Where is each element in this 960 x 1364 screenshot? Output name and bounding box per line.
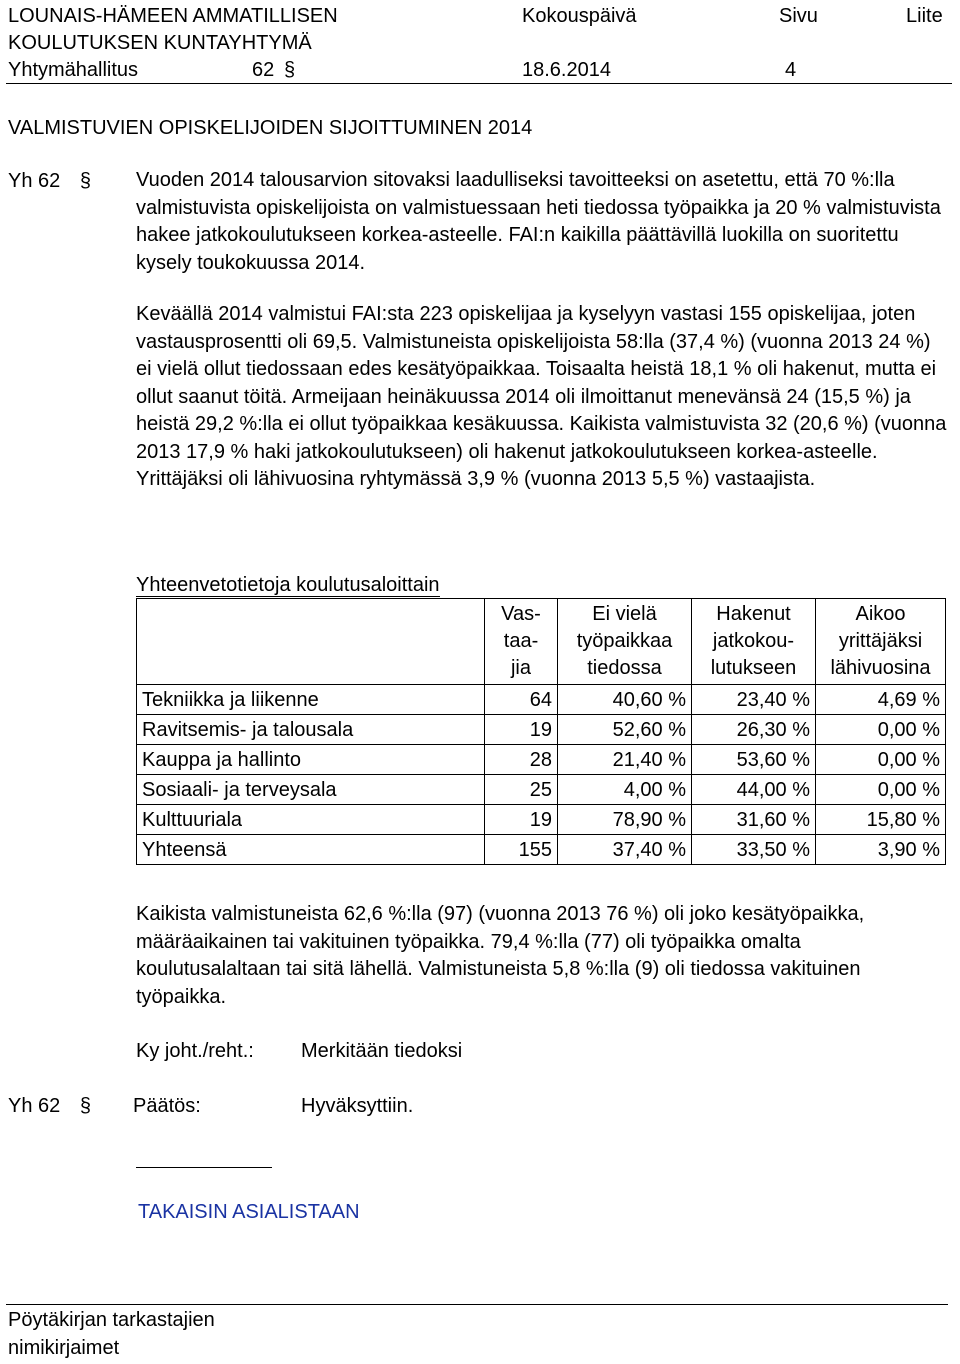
cell-respondents: 155 xyxy=(485,835,558,865)
summary-heading xyxy=(136,573,440,597)
cell-further-study: 23,40 % xyxy=(692,685,816,715)
item-section-sign: § xyxy=(79,170,91,192)
cell-entrepreneur: 0,00 % xyxy=(816,775,946,805)
footer-line2: nimikirjaimet xyxy=(8,1337,120,1359)
cell-field: Kulttuuriala xyxy=(137,805,485,835)
back-to-agenda-link[interactable]: TAKAISIN ASIALISTAAN xyxy=(138,1201,360,1223)
cell-respondents: 28 xyxy=(485,745,558,775)
cell-field: Tekniikka ja liikenne xyxy=(137,685,485,715)
table-row xyxy=(137,685,946,715)
item-label xyxy=(8,169,91,193)
table-row xyxy=(137,715,946,745)
decision-text: Hyväksyttiin. xyxy=(301,1095,414,1117)
table-header-field xyxy=(137,599,485,685)
table-row xyxy=(137,805,946,835)
cell-respondents: 25 xyxy=(485,775,558,805)
attachment-heading: Liite xyxy=(906,5,943,27)
paragraph-employment-text: Kaikista valmistuneista 62,6 %:lla (97) (vuonna 2013 76 %) oli joko kesätyöpaikka, määräaikainen tai vakituinen työpaikka. 79,4 %:lla (77) oli työpaikka omalta koulutusalaltaan tai sitä lähellä. Valmistuneista 5,8 %:lla (9) oli tiedossa vakituinen työpaikka. xyxy=(136,903,865,1008)
page-title: VALMISTUVIEN OPISKELIJOIDEN SIJOITTUMINEN 2014 xyxy=(8,117,533,139)
footer-line1: Pöytäkirjan tarkastajien xyxy=(8,1309,215,1331)
org-name-line2: KOULUTUKSEN KUNTAYHTYMÄ xyxy=(8,32,312,54)
decision-label: Päätös: xyxy=(133,1095,201,1117)
cell-field: Kauppa ja hallinto xyxy=(137,745,485,775)
cell-field: Ravitsemis- ja talousala xyxy=(137,715,485,745)
cell-respondents: 19 xyxy=(485,715,558,745)
decision-item-number: Yh 62 xyxy=(8,1095,61,1117)
item-number: Yh 62 xyxy=(8,170,61,192)
cell-no-job: 52,60 % xyxy=(558,715,692,745)
page-number: 4 xyxy=(785,59,797,81)
header-rule xyxy=(6,83,952,84)
cell-further-study: 44,00 % xyxy=(692,775,816,805)
body-name: Yhtymähallitus xyxy=(8,59,139,81)
cell-field: Yhteensä xyxy=(137,835,485,865)
cell-further-study: 33,50 % xyxy=(692,835,816,865)
paragraph-goal xyxy=(136,167,948,277)
cell-no-job: 40,60 % xyxy=(558,685,692,715)
separator-rule xyxy=(136,1167,272,1168)
section-number: 62 xyxy=(252,59,275,81)
cell-field: Sosiaali- ja terveysala xyxy=(137,775,485,805)
cell-no-job: 37,40 % xyxy=(558,835,692,865)
cell-no-job: 4,00 % xyxy=(558,775,692,805)
table-row-total xyxy=(137,835,946,865)
cell-entrepreneur: 3,90 % xyxy=(816,835,946,865)
decision-section-sign: § xyxy=(79,1095,91,1117)
table-header-respondents: Vas- taa- jia xyxy=(485,599,558,685)
cell-respondents: 64 xyxy=(485,685,558,715)
cell-entrepreneur: 0,00 % xyxy=(816,715,946,745)
table-header-further-study: Hakenut jatkokou- lutukseen xyxy=(692,599,816,685)
table-row xyxy=(137,775,946,805)
table-header-no-job: Ei vielä työpaikkaa tiedossa xyxy=(558,599,692,685)
proposal-text: Merkitään tiedoksi xyxy=(301,1040,463,1062)
table-header-row xyxy=(137,599,946,685)
section-sign: § xyxy=(284,59,296,81)
cell-entrepreneur: 15,80 % xyxy=(816,805,946,835)
cell-entrepreneur: 4,69 % xyxy=(816,685,946,715)
summary-heading-text: Yhteenvetotietoja koulutusaloittain xyxy=(136,574,440,596)
cell-entrepreneur: 0,00 % xyxy=(816,745,946,775)
table-header-entrepreneur: Aikoo yrittäjäksi lähivuosina xyxy=(816,599,946,685)
table-row xyxy=(137,745,946,775)
org-name-line1: LOUNAIS-HÄMEEN AMMATILLISEN xyxy=(8,5,338,27)
page-heading: Sivu xyxy=(779,5,818,27)
paragraph-survey xyxy=(136,301,948,494)
cell-further-study: 26,30 % xyxy=(692,715,816,745)
meeting-date-heading: Kokouspäivä xyxy=(522,5,637,27)
paragraph-survey-text: Keväällä 2014 valmistui FAI:sta 223 opiskelijaa ja kyselyyn vastasi 155 opiskelijaa, joten vastausprosentti oli 69,5. Valmistuneista opiskelijoista 58:lla (37,4 %) (vuonna 2013 24 %) ei vielä ollut tiedossaan edes kesätyöpaikkaa. Toisaalta heistä 18,1 % oli hakenut, mutta ei ollut saanut töitä. Armeijaan heinäkuussa 2014 oli ilmoittanut menevänsä 24 (15,5 %) ja heistä 29,2 %:lla ei ollut työpaikkaa kesäkuussa. Kaikista valmistuvista 32 (20,6 %) (vuonna 2013 17,9 % haki jatkokoulutukseen) oli hakenut jatkokoulutukseen korkea-asteelle. Yrittäjäksi oli lähivuosina ryhtymässä 3,9 % (vuonna 2013 5,5 %) vastaajista. xyxy=(136,303,947,490)
proposal-label: Ky joht./reht.: xyxy=(136,1040,254,1062)
summary-table xyxy=(136,598,946,865)
meeting-date: 18.6.2014 xyxy=(522,59,611,81)
cell-further-study: 31,60 % xyxy=(692,805,816,835)
cell-further-study: 53,60 % xyxy=(692,745,816,775)
footer-rule xyxy=(6,1304,948,1305)
decision-item-label xyxy=(8,1094,91,1118)
cell-respondents: 19 xyxy=(485,805,558,835)
cell-no-job: 78,90 % xyxy=(558,805,692,835)
paragraph-goal-text: Vuoden 2014 talousarvion sitovaksi laadulliseksi tavoitteeksi on asetettu, että 70 %:lla valmistuvista opiskelijoista on valmistuessaan heti tiedossa työpaikka ja 20 % valmistuvista hakee jatkokoulutukseen korkea-asteelle. FAI:n kaikilla päättävillä luokilla on suoritettu kysely toukokuussa 2014. xyxy=(136,169,941,274)
cell-no-job: 21,40 % xyxy=(558,745,692,775)
paragraph-employment xyxy=(136,901,948,1011)
